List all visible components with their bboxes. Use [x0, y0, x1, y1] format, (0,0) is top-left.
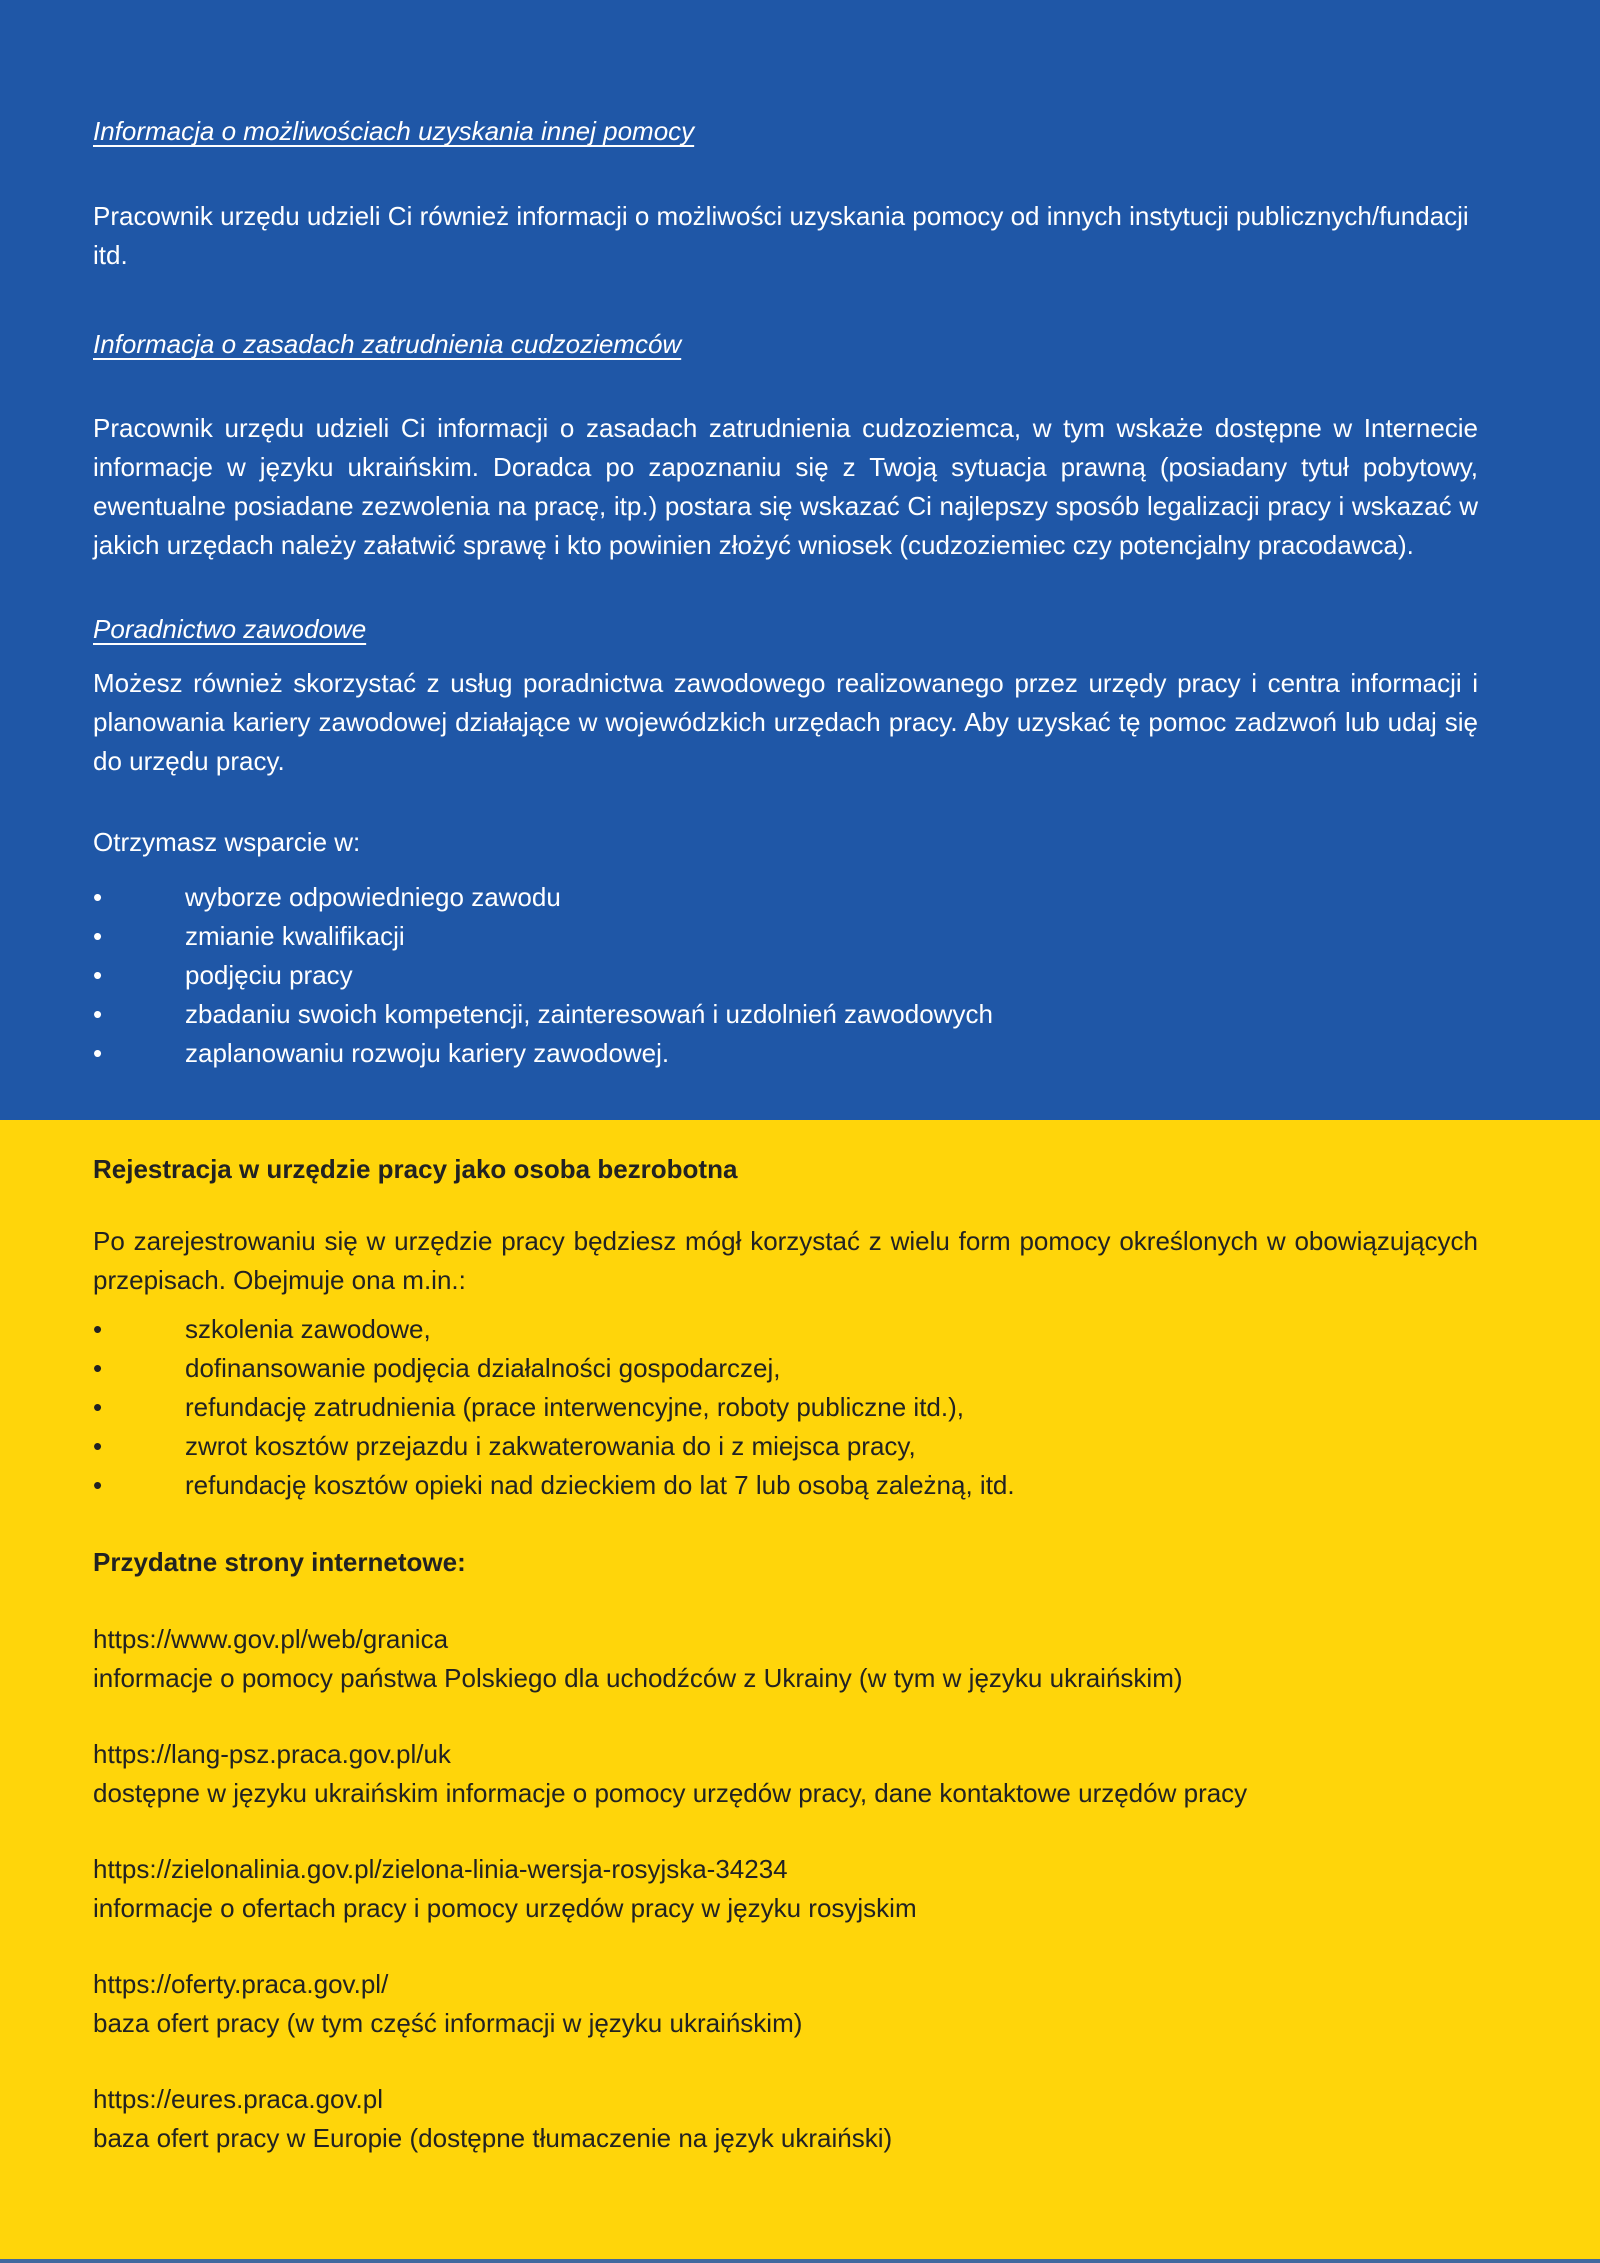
bullet-icon: • [93, 1392, 103, 1422]
list-item [93, 1427, 1478, 1466]
list-item [93, 1310, 1478, 1349]
list-item [93, 917, 1478, 956]
bullet-icon: • [93, 1038, 103, 1068]
list-item-label: refundację kosztów opieki nad dzieckiem do lat 7 lub osobą zależną, itd. [185, 1470, 1015, 1500]
bottom-edge-line [0, 2259, 1600, 2263]
link-description: informacje o ofertach pracy i pomocy urzędów pracy w języku rosyjskim [93, 1893, 917, 1923]
link-block-oferty [93, 1965, 1478, 2043]
benefits-list [93, 1310, 1478, 1505]
list-item [93, 995, 1478, 1034]
paragraph-employment-rules: Pracownik urzędu udzieli Ci informacji o zasadach zatrudnienia cudzoziemca, w tym wskaże dostępne w Internecie informacje w języku ukraińskim. Doradca po zapoznaniu się z Twoją sytuacja prawną (posiadany tytuł pobytowy, ewentualne posiadane zezwolenia na pracę, itp.) postara się wskazać Ci najlepszy sposób legalizacji pracy i wskazać w jakich urzędach należy załatwić sprawę i kto powinien złożyć wniosek (cudzoziemiec czy potencjalny pracodawca). [93, 413, 1478, 560]
support-intro: Otrzymasz wsparcie w: [93, 827, 361, 857]
list-item [93, 956, 1478, 995]
heading-employment-rules: Informacja o zasadach zatrudnienia cudzoziemców [93, 329, 682, 359]
list-item-label: zwrot kosztów przejazdu i zakwaterowania do i z miejsca pracy, [185, 1431, 916, 1461]
bullet-icon: • [93, 921, 103, 951]
link-url[interactable]: https://zielonalinia.gov.pl/zielona-linia-wersja-rosyjska-34234 [93, 1854, 788, 1884]
paragraph-career-counseling: Możesz również skorzystać z usług poradnictwa zawodowego realizowanego przez urzędy pracy i centra informacji i planowania kariery zawodowej działające w wojewódzkich urzędach pracy. Aby uzyskać tę pomoc zadzwoń lub udaj się do urzędu pracy. [93, 668, 1478, 776]
list-item [93, 1349, 1478, 1388]
list-item-label: zmianie kwalifikacji [185, 921, 405, 951]
link-url[interactable]: https://oferty.praca.gov.pl/ [93, 1969, 389, 1999]
link-description: dostępne w języku ukraińskim informacje o pomocy urzędów pracy, dane kontaktowe urzędów pracy [93, 1778, 1248, 1808]
link-block-zielonalinia [93, 1850, 1478, 1928]
list-item [93, 1388, 1478, 1427]
bullet-icon: • [93, 1353, 103, 1383]
list-item-label: refundację zatrudnienia (prace interwencyjne, roboty publiczne itd.), [185, 1392, 964, 1422]
bullet-icon: • [93, 1314, 103, 1344]
yellow-section [0, 1120, 1600, 2259]
blue-section [0, 0, 1600, 1120]
list-item-label: wyborze odpowiedniego zawodu [185, 882, 561, 912]
list-item [93, 878, 1478, 917]
heading-career-counseling: Poradnictwo zawodowe [93, 614, 367, 644]
paragraph-other-help: Pracownik urzędu udzieli Ci również informacji o możliwości uzyskania pomocy od innych instytucji publicznych/fundacji itd. [93, 201, 1469, 270]
list-item [93, 1034, 1478, 1073]
list-item-label: podjęciu pracy [185, 960, 353, 990]
bullet-icon: • [93, 882, 103, 912]
link-block-lang-psz [93, 1735, 1478, 1813]
bullet-icon: • [93, 960, 103, 990]
heading-websites: Przydatne strony internetowe: [93, 1547, 466, 1577]
paragraph-registration: Po zarejestrowaniu się w urzędzie pracy będziesz mógł korzystać z wielu form pomocy określonych w obowiązujących przepisach. Obejmuje ona m.in.: [93, 1226, 1478, 1295]
bullet-icon: • [93, 999, 103, 1029]
link-description: informacje o pomocy państwa Polskiego dla uchodźców z Ukrainy (w tym w języku ukraińskim) [93, 1663, 1183, 1693]
list-item-label: zaplanowaniu rozwoju kariery zawodowej. [185, 1038, 670, 1068]
link-url[interactable]: https://www.gov.pl/web/granica [93, 1624, 449, 1654]
bullet-icon: • [93, 1470, 103, 1500]
heading-other-help: Informacja o możliwościach uzyskania innej pomocy [93, 116, 695, 146]
link-block-gov-granica [93, 1620, 1478, 1698]
link-description: baza ofert pracy w Europie (dostępne tłumaczenie na język ukraiński) [93, 2123, 893, 2153]
list-item-label: zbadaniu swoich kompetencji, zainteresowań i uzdolnień zawodowych [185, 999, 993, 1029]
link-url[interactable]: https://lang-psz.praca.gov.pl/uk [93, 1739, 451, 1769]
bullet-icon: • [93, 1431, 103, 1461]
support-list [93, 878, 1478, 1073]
list-item-label: szkolenia zawodowe, [185, 1314, 431, 1344]
list-item-label: dofinansowanie podjęcia działalności gospodarczej, [185, 1353, 781, 1383]
heading-registration: Rejestracja w urzędzie pracy jako osoba bezrobotna [93, 1154, 738, 1184]
link-url[interactable]: https://eures.praca.gov.pl [93, 2084, 384, 2114]
list-item [93, 1466, 1478, 1505]
link-block-eures [93, 2080, 1478, 2158]
link-description: baza ofert pracy (w tym część informacji w języku ukraińskim) [93, 2008, 803, 2038]
